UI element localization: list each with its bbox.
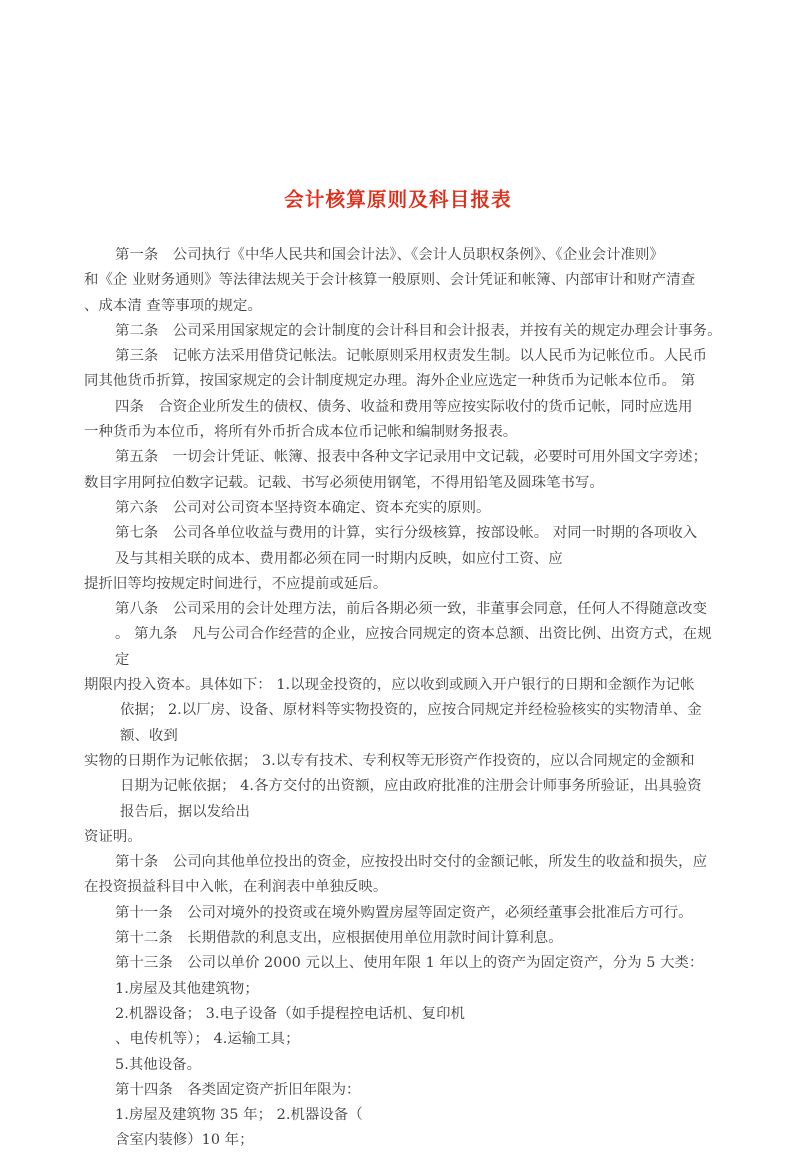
text-line: 、电传机等）； 4.运输工具；	[115, 1031, 300, 1048]
text-line: 第二条 公司采用国家规定的会计制度的会计科目和会计报表，并按有关的规定办理会计事务。	[115, 322, 722, 339]
text-line: 第六条 公司对公司资本坚持资本确定、资本充实的原则。	[115, 499, 491, 516]
text-line: 资证明。	[84, 828, 142, 845]
text-line: 5.其他设备。	[115, 1056, 202, 1073]
text-line: 额、收到	[120, 727, 178, 744]
text-line: 在投资损益科目中入帐，在利润表中单独反映。	[84, 879, 388, 896]
text-line: 、成本清 查等事项的规定。	[84, 297, 262, 314]
text-line: 第十条 公司向其他单位投出的资金，应按投出时交付的金额记帐，所发生的收益和损失，应	[115, 854, 708, 871]
text-line: 第十三条 公司以单价 2000 元以上、使用年限 1 年以上的资产为固定资产，分为 5 大类：	[115, 955, 704, 972]
text-line: 第十四条 各类固定资产折旧年限为：	[115, 1081, 361, 1098]
text-line: 第十二条 长期借款的利息支出，应根据使用单位用款时间计算利息。	[115, 930, 563, 947]
text-line: 第八条 公司采用的会计处理方法，前后各期必须一致，非董事会同意，任何人不得随意改变	[115, 601, 708, 618]
text-line: 第七条 公司各单位收益与费用的计算，实行分级核算，按部设帐。 对同一时期的各项收入	[115, 525, 698, 542]
document-body	[84, 243, 722, 1154]
page-title: 会计核算原则及科目报表	[284, 188, 512, 211]
text-line: 实物的日期作为记帐依据； 3.以专有技术、专利权等无形资产作投资的，应以合同规定的金额和	[84, 752, 695, 769]
text-line: 第十一条 公司对境外的投资或在境外购置房屋等固定资产，必须经董事会批准后方可行。	[115, 904, 693, 921]
text-line: 2.机器设备； 3.电子设备（如手提程控电话机、复印机	[115, 1005, 465, 1022]
text-line: 含室内装修）10 年；	[115, 1132, 254, 1149]
text-line: 数目字用阿拉伯数字记载。记载、书写必须使用钢笔，不得用铅笔及圆珠笔书写。	[84, 474, 604, 491]
text-line: 第一条 公司执行《中华人民共和国会计法》、《会计人员职权条例》、《企业会计准则》	[115, 247, 664, 263]
text-line: 期限内投入资本。具体如下： 1.以现金投资的，应以收到或顾入开户银行的日期和金额作为记帐	[84, 677, 695, 694]
text-line: 报告后，据以发给出	[120, 803, 250, 820]
text-line: 日期为记帐依据； 4.各方交付的出资额，应由政府批准的注册会计师事务所验证，出具验资	[120, 778, 702, 795]
text-line: 及与其相关联的成本、费用都必须在同一时期内反映，如应付工资、应	[115, 550, 563, 567]
text-line: 四条 合资企业所发生的债权、债务、收益和费用等应按实际收付的货币记帐，同时应选用	[115, 398, 693, 415]
text-line: 定	[115, 651, 130, 668]
text-line: 提折旧等均按规定时间进行，不应提前或延后。	[84, 575, 388, 592]
text-line: 。 第九条 凡与公司合作经营的企业，应按合同规定的资本总额、出资比例、出资方式，在规	[115, 626, 712, 643]
text-line: 第五条 一切会计凭证、帐簿、报表中各种文字记录用中文记载，必要时可用外国文字旁述；	[115, 449, 708, 466]
text-line: 1.房屋及建筑物 35 年； 2.机器设备（	[115, 1107, 363, 1124]
text-line: 同其他货币折算，按国家规定的会计制度规定办理。海外企业应选定一种货币为记帐本位币。 第	[84, 373, 696, 390]
text-line: 和《企 业财务通则》等法律法规关于会计核算一般原则、会计凭证和帐簿、内部审计和财产清查	[84, 272, 696, 289]
text-line: 依据； 2.以厂房、设备、原材料等实物投资的，应按合同规定并经检验核实的实物清单、金	[120, 702, 702, 719]
text-line: 1.房屋及其他建筑物；	[115, 980, 259, 997]
text-line: 第三条 记帐方法采用借贷记帐法。记帐原则采用权责发生制。以人民币为记帐位币。人民币	[115, 348, 708, 365]
text-line: 一种货币为本位币，将所有外币折合成本位币记帐和编制财务报表。	[84, 424, 518, 441]
